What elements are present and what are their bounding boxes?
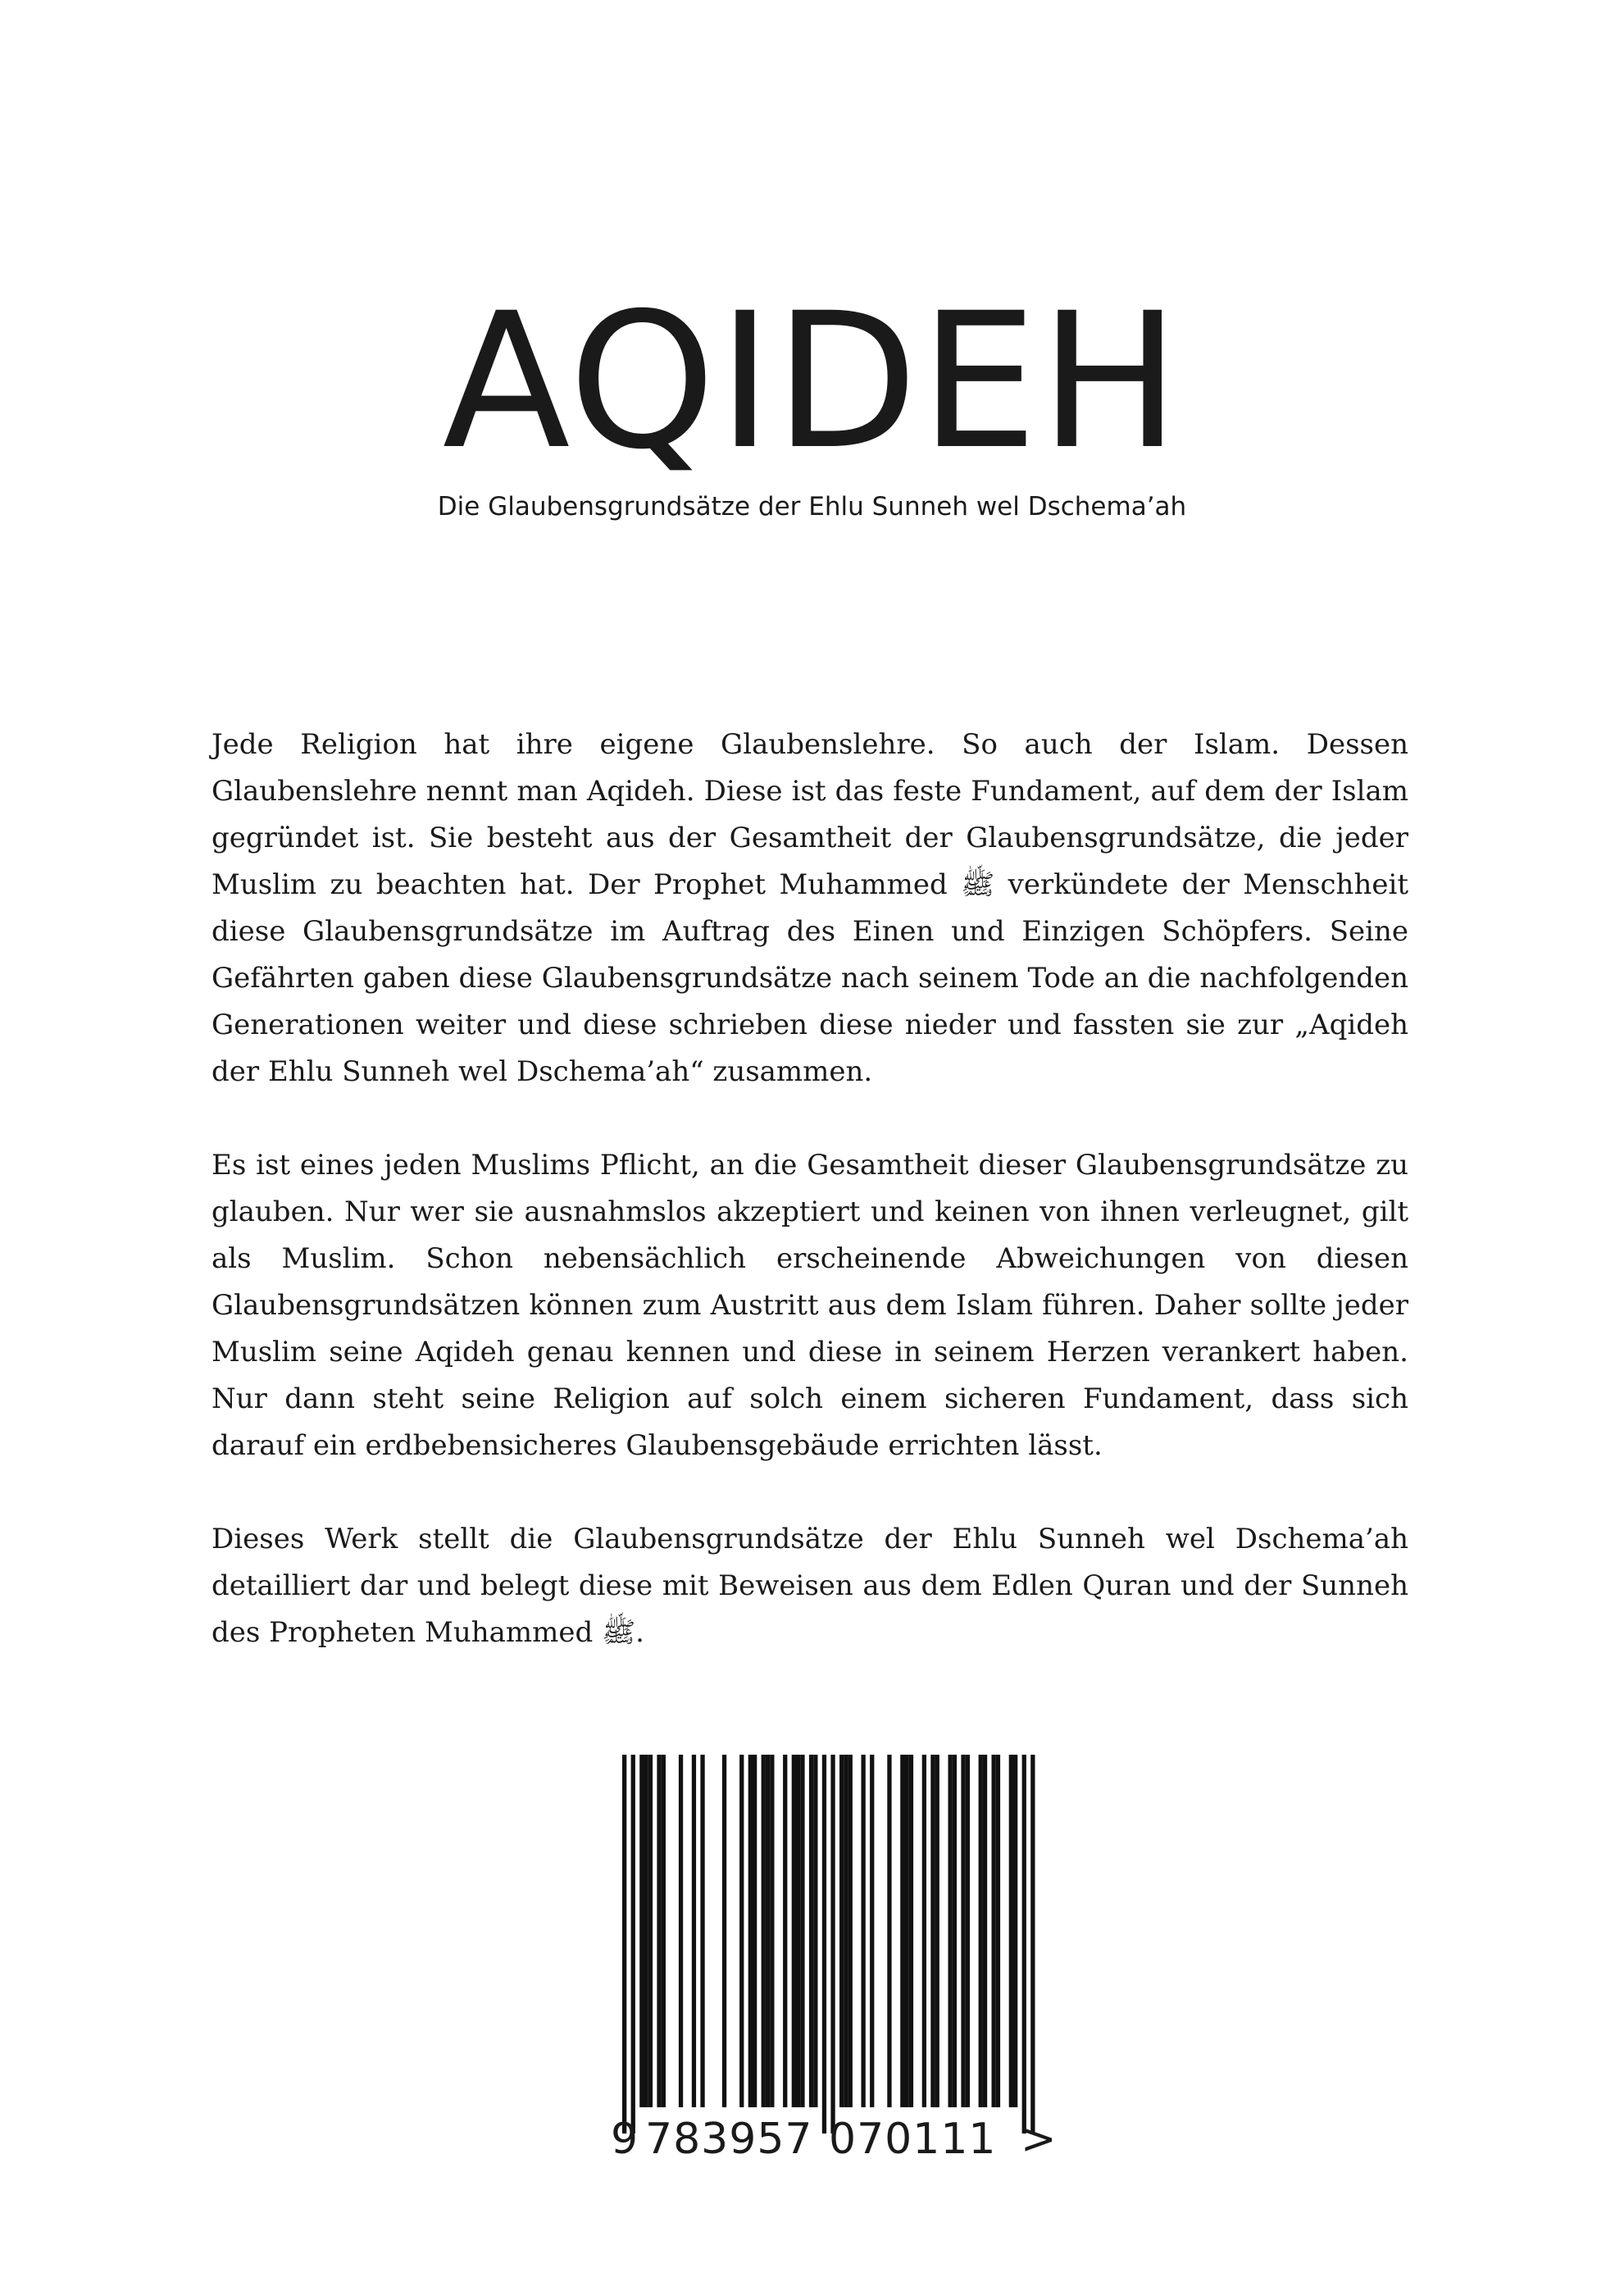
barcode-digits (611, 2111, 1070, 2168)
book-title: AQIDEH (442, 272, 1182, 490)
barcode-bar (905, 1755, 909, 2107)
barcode-bar (813, 1755, 817, 2107)
barcode-bar (762, 1755, 766, 2107)
book-subtitle: Die Glaubensgrundsätze der Ehlu Sunneh wel Dschema’ah (437, 492, 1187, 521)
blurb-text (212, 722, 1408, 1703)
barcode-bar (948, 1755, 953, 2107)
barcode-bar (766, 1755, 770, 2107)
barcode-bar (700, 1755, 704, 2107)
barcode-bar (662, 1755, 666, 2107)
barcode-bar (796, 1755, 800, 2107)
barcode-bar (631, 1755, 635, 2134)
barcode-bar (657, 1755, 661, 2107)
barcode-bar (809, 1755, 813, 2107)
barcode-quiet-zone-marker: > (1021, 2115, 1057, 2164)
barcode-bar (722, 1755, 726, 2107)
barcode-bar (961, 1755, 965, 2107)
barcode-bar (848, 1755, 853, 2107)
barcode-bar (887, 1755, 891, 2107)
barcode-bars (611, 1755, 1062, 2148)
barcode-bar (679, 1755, 683, 2107)
barcode-bar (1013, 1755, 1017, 2107)
barcode-bar (900, 1755, 904, 2107)
barcode-bar (862, 1755, 866, 2107)
barcode-bar (966, 1755, 970, 2107)
barcode-bar (748, 1755, 753, 2107)
barcode-bar (870, 1755, 874, 2107)
blurb-paragraph: Jede Religion hat ihre eigene Glaubenslehre. So auch der Islam. Dessen Glaubenslehre nennt man Aqideh. Diese ist das feste Fundament, auf dem der Islam gegründet ist. Sie besteht aus der Gesamtheit der Glaubensgrundsätze, die jeder Muslim zu beachten hat. Der Prophet Muhammed ﷺ verkündete der Menschheit diese Glaubensgrundsätze im Auftrag des Einen und Einzigen Schöpfers. Seine Gefährten gaben diese Glaubensgrundsätze nach seinem Tode an die nachfolgenden Generationen weiter und diese schrieben diese nieder und fassten sie zur „Aqideh der Ehlu Sunneh wel Dschema’ah“ zusammen. (212, 728, 1408, 1088)
barcode-bar (953, 1755, 957, 2107)
blurb-paragraph: Dieses Werk stellt die Glaubensgrundsätze der Ehlu Sunneh wel Dschema’ah detailliert dar und belegt diese mit Beweisen aus dem Edlen Quran und der Sunneh des Propheten Muhammed ﷺ. (212, 1523, 1408, 1649)
barcode-digits-left: 783957 (645, 2115, 813, 2164)
barcode-bar (930, 1755, 935, 2107)
barcode-bar (844, 1755, 848, 2107)
barcode-bar (800, 1755, 804, 2107)
barcode-bar (839, 1755, 844, 2107)
barcode-bar (648, 1755, 653, 2107)
barcode-bar (996, 1755, 1000, 2107)
barcode-bar (692, 1755, 696, 2107)
barcode-bar (1030, 1755, 1035, 2134)
barcode-bar (783, 1755, 787, 2107)
barcode-bar (792, 1755, 796, 2107)
isbn-barcode (611, 1755, 1062, 2148)
barcode-digit-first: 9 (611, 2115, 639, 2164)
barcode-bar (983, 1755, 987, 2107)
blurb-paragraph: Es ist eines jeden Muslims Pflicht, an die Gesamtheit dieser Glaubensgrundsätze zu glauben. Nur wer sie ausnahmslos akzeptiert und keinen von ihnen verleugnet, gilt als Muslim. Schon nebensächlich erscheinende Abweichungen von diesen Glaubensgrundsätzen können zum Austritt aus dem Islam führen. Daher sollte jeder Muslim seine Aqideh genau kennen und diese in seinem Herzen verankert haben. Nur dann steht seine Religion auf solch einem sicheren Fundament, dass sich darauf ein erdbebensicheres Glaubensgebäude errichten lässt. (212, 1149, 1408, 1462)
barcode-bar (1009, 1755, 1013, 2107)
barcode-bar (822, 1755, 826, 2134)
barcode-bar (639, 1755, 644, 2107)
barcode-bar (909, 1755, 913, 2107)
barcode-bar (992, 1755, 996, 2107)
barcode-bar (935, 1755, 939, 2107)
barcode-bar (1022, 1755, 1026, 2134)
barcode-bar (979, 1755, 983, 2107)
barcode-bar (739, 1755, 744, 2107)
barcode-digits-right: 070111 (829, 2115, 997, 2164)
barcode-bar (622, 1755, 626, 2134)
barcode-bar (753, 1755, 757, 2107)
barcode-bar (830, 1755, 835, 2134)
barcode-bar (770, 1755, 774, 2107)
barcode-bar (922, 1755, 926, 2107)
barcode-bar (644, 1755, 648, 2107)
